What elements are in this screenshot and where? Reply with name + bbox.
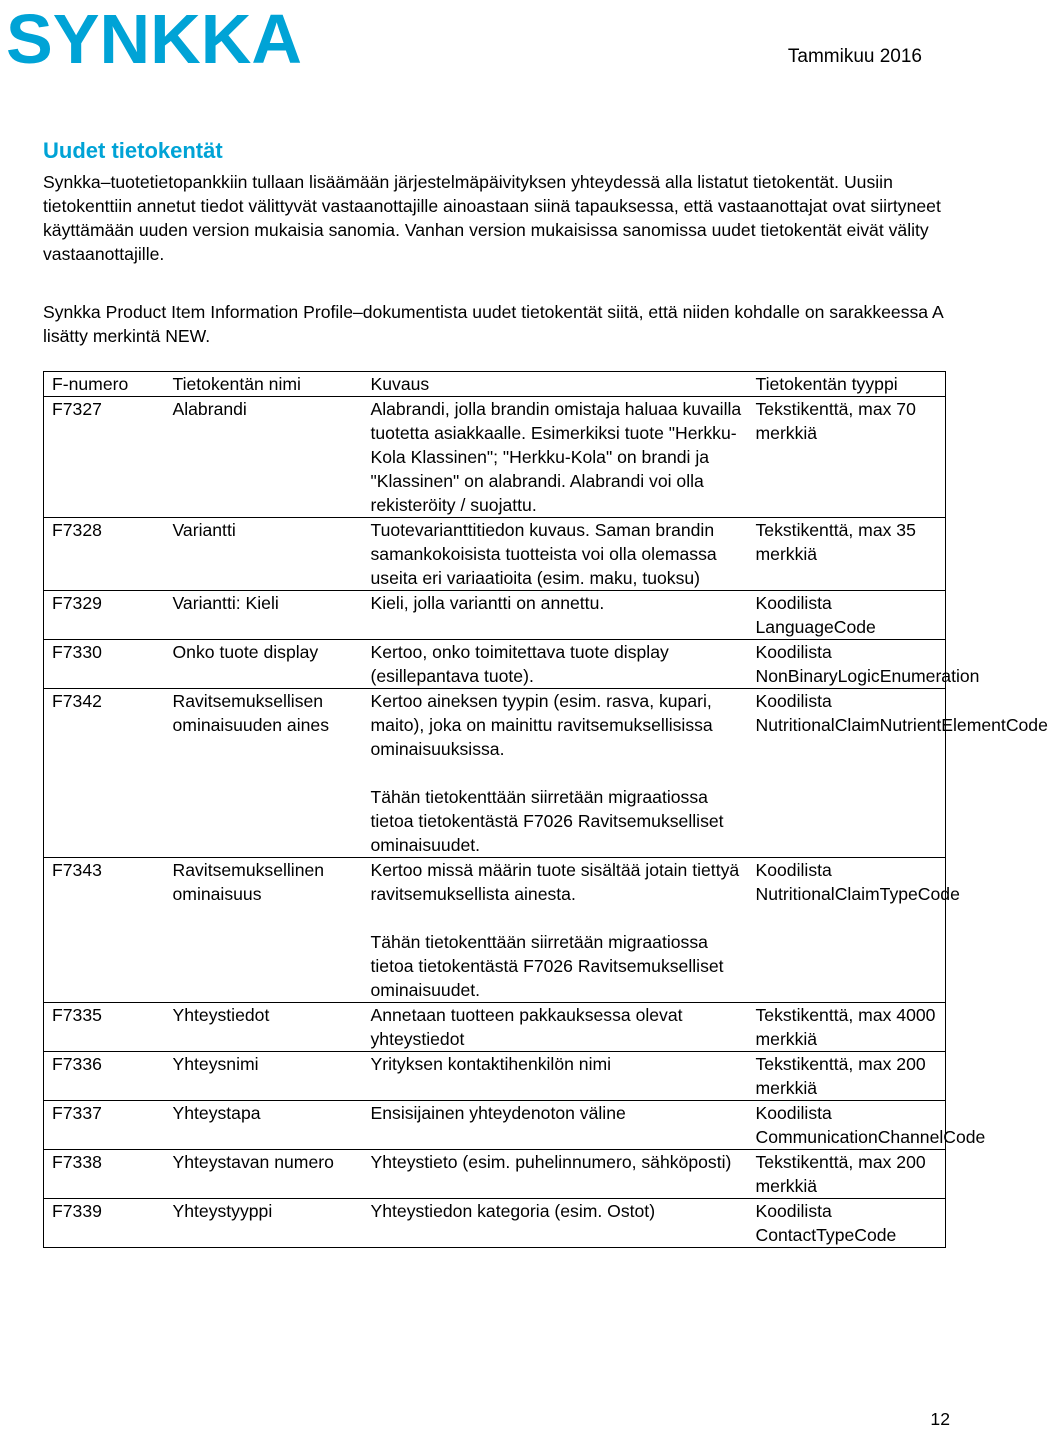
column-header-description: Kuvaus — [370, 374, 430, 394]
cell-description — [363, 689, 748, 858]
description-text: Kieli, jolla variantti on annettu. — [370, 593, 605, 613]
page-number: 12 — [930, 1409, 950, 1429]
cell-field-name: Alabrandi — [172, 399, 247, 419]
description-text: Ensisijainen yhteydenoton väline — [370, 1103, 626, 1123]
cell-field-type: Tekstikenttä, max 70 merkkiä — [755, 399, 916, 443]
table-row — [44, 640, 946, 689]
table-row — [44, 1150, 946, 1199]
table-row — [44, 858, 946, 1003]
cell-field-number: F7343 — [52, 860, 102, 880]
description-text: Tuotevarianttitiedon kuvaus. Saman brandin samankokoisista tuotteista voi olla olemassa useita eri variaatioita (esim. maku, tuoksu) — [370, 520, 717, 588]
cell-field-name: Yhteysnimi — [172, 1054, 259, 1074]
description-text: Yhteystieto (esim. puhelinnumero, sähköposti) — [370, 1152, 732, 1172]
synkka-logo — [6, 0, 306, 78]
table-row — [44, 1199, 946, 1248]
cell-field-type: Tekstikenttä, max 200 merkkiä — [755, 1054, 926, 1098]
cell-field-name: Yhteystavan numero — [172, 1152, 334, 1172]
description-migration-note: Tähän tietokenttään siirretään migraatiossa tietoa tietokentästä F7026 Ravitsemukselliset ominaisuudet. — [370, 787, 724, 855]
cell-field-name: Ravitsemuksellinen ominaisuus — [172, 860, 325, 904]
description-text: Alabrandi, jolla brandin omistaja haluaa kuvailla tuotetta asiakkaalle. Esimerkiksi tuote "Herkku-Kola Klassinen"; "Herkku-Kola" on brandi ja "Klassinen" on alabrandi. Alabrandi voi olla rekisteröity / suojattu. — [370, 399, 742, 515]
column-header-name: Tietokentän nimi — [172, 374, 301, 394]
section-title: Uudet tietokentät — [43, 138, 223, 163]
description-text: Kertoo, onko toimitettava tuote display (esillepantava tuote). — [370, 642, 669, 686]
cell-field-type: Koodilista LanguageCode — [755, 593, 876, 637]
column-header-number: F-numero — [52, 374, 129, 394]
cell-field-number: F7337 — [52, 1103, 102, 1123]
cell-field-name: Variantti: Kieli — [172, 593, 279, 613]
cell-description — [363, 640, 748, 689]
cell-field-number: F7342 — [52, 691, 102, 711]
description-text: Kertoo missä määrin tuote sisältää jotain tiettyä ravitsemuksellista ainesta. — [370, 860, 740, 904]
cell-field-number: F7335 — [52, 1005, 102, 1025]
cell-field-name: Onko tuote display — [172, 642, 319, 662]
document-date: Tammikuu 2016 — [787, 46, 922, 67]
description-text: Yhteystiedon kategoria (esim. Ostot) — [370, 1201, 656, 1221]
cell-field-type: Koodilista CommunicationChannelCode — [755, 1103, 986, 1147]
cell-field-number: F7328 — [52, 520, 102, 540]
cell-field-name: Yhteystapa — [172, 1103, 261, 1123]
paragraph-gap — [371, 906, 748, 930]
cell-description — [363, 1101, 748, 1150]
cell-field-type: Koodilista NutritionalClaimTypeCode — [755, 860, 960, 904]
cell-description — [363, 858, 748, 1003]
cell-field-number: F7327 — [52, 399, 102, 419]
description-text: Kertoo aineksen tyypin (esim. rasva, kupari, maito), joka on mainittu ravitsemuksellisissa ominaisuuksissa. — [370, 691, 713, 759]
table-row — [44, 1052, 946, 1101]
cell-description — [363, 518, 748, 591]
cell-field-number: F7339 — [52, 1201, 102, 1221]
table-row — [44, 1101, 946, 1150]
table-row — [44, 397, 946, 518]
description-migration-note: Tähän tietokenttään siirretään migraatiossa tietoa tietokentästä F7026 Ravitsemukselliset ominaisuudet. — [370, 932, 724, 1000]
table-header-row — [44, 372, 946, 397]
new-fields-table — [43, 371, 1048, 1248]
intro-paragraph: Synkka–tuotetietopankkiin tullaan lisäämään järjestelmäpäivityksen yhteydessä alla listatut tietokentät. Uusiin tietokenttiin annetut tiedot välittyvät vastaanottajille ainoastaan siinä tapauksessa, että vastaanottajat ovat siirtyneet käyttämään uuden version mukaisia sanomia. Vanhan version mukaisissa sanomissa uudet tietokentät eivät välity vastaanottajille. — [43, 172, 941, 264]
cell-field-type: Koodilista ContactTypeCode — [755, 1201, 897, 1245]
cell-field-name: Yhteystiedot — [172, 1005, 270, 1025]
cell-field-name: Yhteystyyppi — [172, 1201, 273, 1221]
cell-field-type: Tekstikenttä, max 35 merkkiä — [755, 520, 916, 564]
table-row — [44, 518, 946, 591]
description-text: Yrityksen kontaktihenkilön nimi — [370, 1054, 612, 1074]
cell-field-number: F7336 — [52, 1054, 102, 1074]
note-paragraph: Synkka Product Item Information Profile–dokumentista uudet tietokentät siitä, että niiden kohdalle on sarakkeessa A lisätty merkintä NEW. — [43, 302, 943, 346]
description-text: Annetaan tuotteen pakkauksessa olevat yhteystiedot — [370, 1005, 683, 1049]
cell-description — [363, 1003, 748, 1052]
cell-description — [363, 591, 748, 640]
cell-field-number: F7329 — [52, 593, 102, 613]
cell-description — [363, 1150, 748, 1199]
table-row — [44, 591, 946, 640]
cell-field-type: Tekstikenttä, max 4000 merkkiä — [755, 1005, 936, 1049]
svg-text:SYNKKA: SYNKKA — [6, 0, 302, 78]
table-body — [44, 397, 1048, 1248]
synkka-logo-graphic — [6, 0, 306, 78]
cell-field-type: Tekstikenttä, max 200 merkkiä — [755, 1152, 926, 1196]
paragraph-gap — [371, 761, 748, 785]
table-row — [44, 1003, 946, 1052]
column-header-type: Tietokentän tyyppi — [755, 374, 898, 394]
cell-field-type: Koodilista NutritionalClaimNutrientElementCode — [755, 691, 1048, 735]
cell-description — [363, 397, 748, 518]
cell-field-name: Variantti — [172, 520, 236, 540]
cell-description — [363, 1199, 748, 1248]
table-row — [44, 689, 946, 858]
cell-description — [363, 1052, 748, 1101]
cell-field-number: F7330 — [52, 642, 102, 662]
cell-field-number: F7338 — [52, 1152, 102, 1172]
cell-field-type: Koodilista NonBinaryLogicEnumeration — [755, 642, 980, 686]
cell-field-name: Ravitsemuksellisen ominaisuuden aines — [172, 691, 329, 735]
